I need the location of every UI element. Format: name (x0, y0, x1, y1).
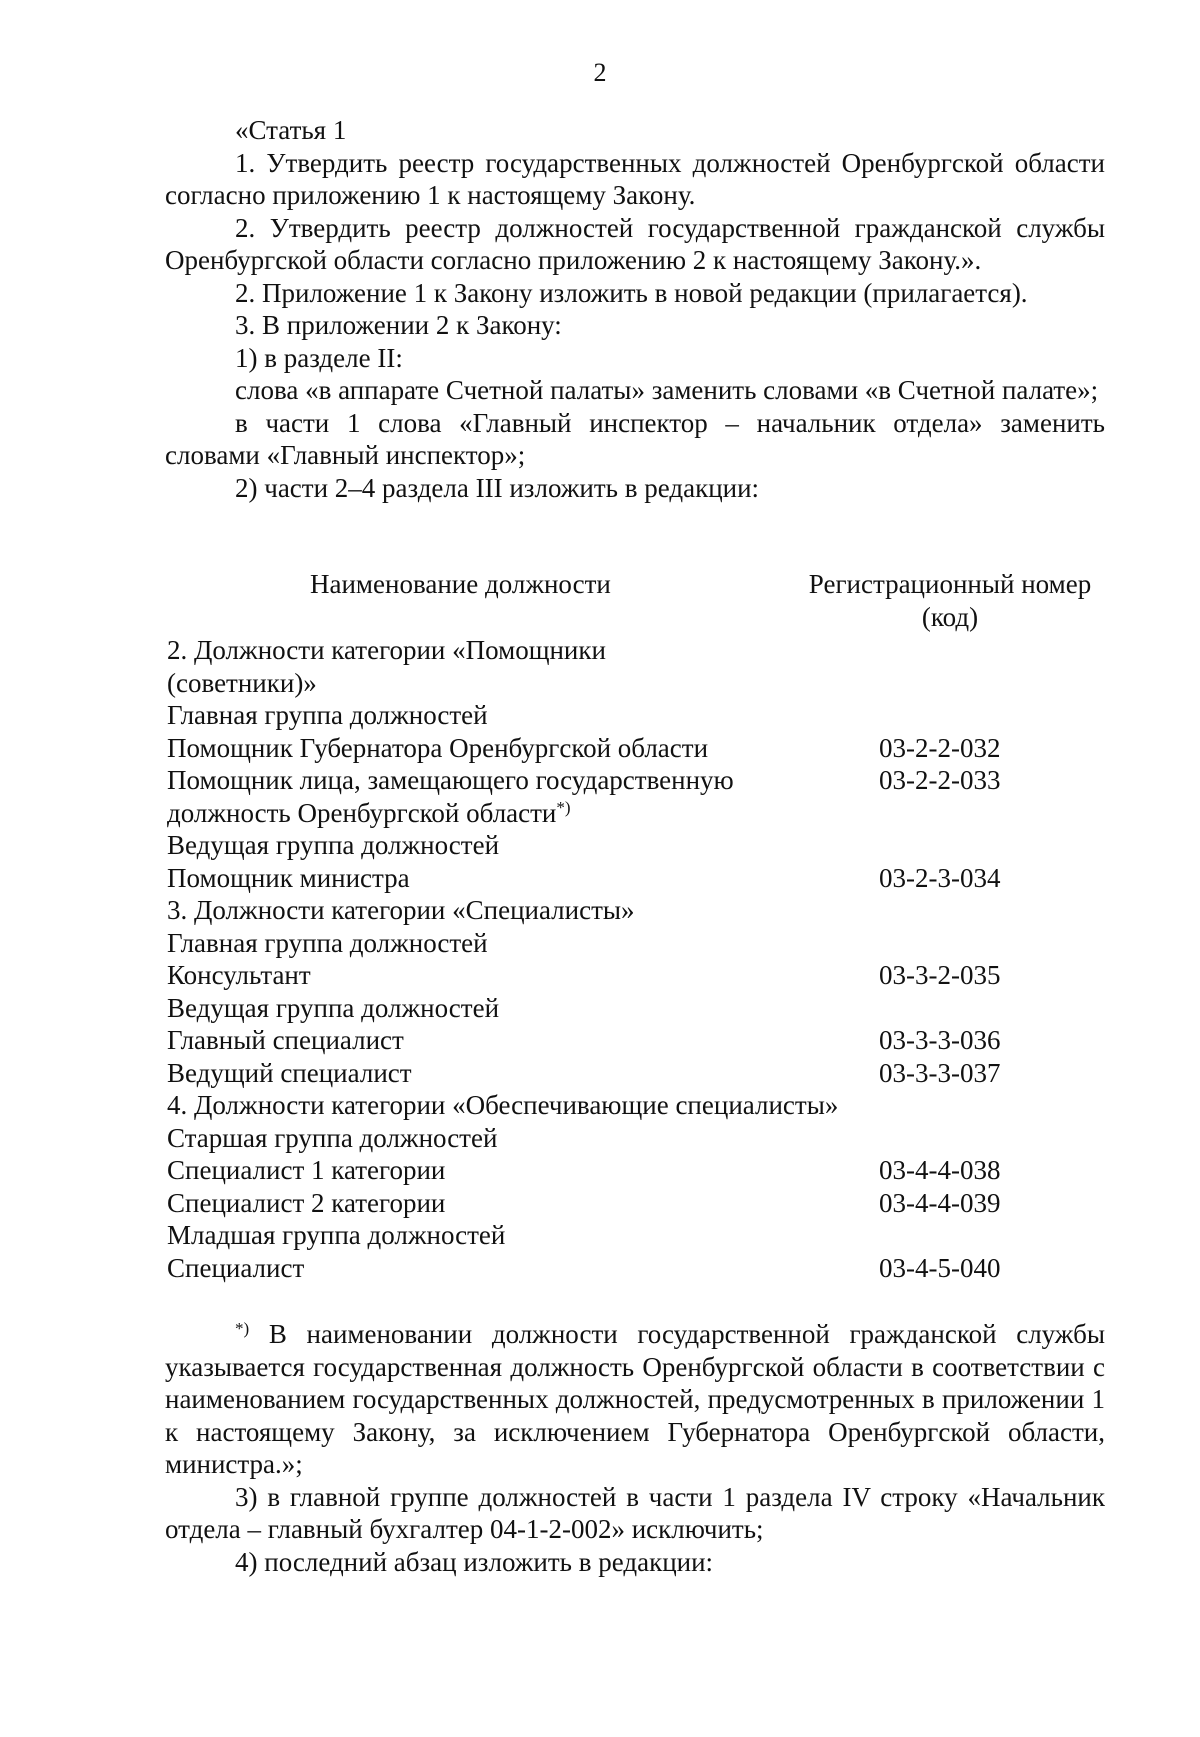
paragraph-item-2: 2. Утвердить реестр должностей государственной гражданской службы Оренбургской области согласно приложению 2 к настоящему Закону.». (165, 212, 1105, 275)
registration-code: 03-2-3-034 (879, 862, 1001, 893)
registration-code: 03-4-4-038 (879, 1155, 1001, 1185)
table-row (167, 992, 1107, 1025)
position-name-text: Специалист 1 категории (167, 1155, 446, 1185)
paragraph-words-replace: слова «в аппарате Счетной палаты» заменить словами «в Счетной палате»; (235, 375, 1099, 405)
table-row (167, 732, 1107, 765)
position-name (167, 699, 787, 732)
registration-code: 03-4-4-039 (879, 1187, 1001, 1218)
paragraph-section-3-intro: 2) части 2–4 раздела III изложить в редакции: (235, 472, 760, 503)
table-row (167, 959, 1107, 992)
position-name (167, 829, 787, 862)
registration-code: 03-2-2-032 (879, 732, 1001, 763)
position-name (167, 894, 787, 927)
table-row (167, 1057, 1107, 1090)
paragraph-part-1-replace: в части 1 слова «Главный инспектор – начальник отдела» заменить словами «Главный инспектор»; (165, 407, 1105, 470)
position-name-text: Младшая группа должностей (167, 1220, 506, 1250)
position-name-text: Главный специалист (167, 1025, 404, 1055)
position-name (167, 992, 787, 1025)
position-name (167, 1187, 787, 1220)
registration-code: 03-3-2-035 (879, 960, 1001, 990)
position-name-text: Помощник Губернатора Оренбургской области (167, 732, 709, 763)
position-name-text: Старшая группа должностей (167, 1122, 498, 1153)
position-name-text: Консультант (167, 960, 311, 990)
table-row (167, 764, 1107, 797)
footnote-paragraph (165, 1318, 1105, 1481)
table-row (167, 1187, 1107, 1220)
position-name (167, 797, 787, 830)
registration-code: 03-3-3-037 (879, 1057, 1001, 1088)
header-registration-code (790, 568, 1110, 633)
article-body (165, 114, 1105, 504)
position-name (167, 1057, 787, 1090)
paragraph-item-1: 1. Утвердить реестр государственных должностей Оренбургской области согласно приложению 1 к настоящему Закону. (165, 147, 1105, 210)
position-name-text: Специалист (167, 1252, 305, 1283)
registration-code: 03-3-3-036 (879, 1025, 1001, 1055)
table-row (167, 862, 1107, 895)
position-name-text: Ведущая группа должностей (167, 830, 500, 860)
paragraph-section-2: 1) в разделе II: (235, 342, 403, 373)
table-row (167, 1219, 1107, 1252)
table-row (167, 1089, 1107, 1122)
position-name (167, 862, 787, 895)
header-code-line-2: (код) (921, 601, 979, 632)
position-name (167, 1154, 787, 1187)
table-row (167, 1154, 1107, 1187)
paragraph-amendment-2: 2. Приложение 1 к Закону изложить в новой редакции (прилагается). (235, 277, 1028, 308)
page-number: 2 (593, 58, 607, 87)
footnote-marker: *) (235, 1319, 250, 1338)
table-row (167, 829, 1107, 862)
footnote-block (165, 1318, 1105, 1578)
position-name (167, 732, 787, 765)
position-name-text: Специалист 2 категории (167, 1187, 446, 1218)
position-name-text: 4. Должности категории «Обеспечивающие специалисты» (167, 1090, 839, 1120)
table-row (167, 699, 1107, 732)
position-name (167, 1252, 787, 1285)
position-name (167, 634, 787, 667)
registration-code: 03-4-5-040 (879, 1252, 1001, 1283)
paragraph-amendment-3: 3. В приложении 2 к Закону: (235, 310, 562, 340)
header-position-name: Наименование должности (310, 569, 611, 599)
registration-code: 03-2-2-033 (879, 765, 1001, 795)
position-name (167, 667, 787, 700)
position-name-text: Ведущий специалист (167, 1057, 412, 1088)
position-name-text: Помощник министра (167, 862, 410, 893)
table-row (167, 667, 1107, 700)
position-name (167, 1122, 787, 1155)
position-name (167, 1089, 927, 1122)
position-name-text: должность Оренбургской области (167, 797, 557, 828)
footnote-text: В наименовании должности государственной гражданской службы указывается государственная должность Оренбургской области в соответствии с наименованием государственных должностей, предусмотренных в приложении 1 к настоящему Закону, за исключением Губернатора Оренбургской области, министра.»; (165, 1319, 1105, 1479)
positions-table (167, 634, 1107, 1284)
table-row (167, 894, 1107, 927)
table-row (167, 797, 1107, 830)
table-row (167, 1252, 1107, 1285)
footnote-reference: *) (556, 797, 571, 817)
table-row (167, 1122, 1107, 1155)
position-name (167, 959, 787, 992)
position-name (167, 764, 787, 797)
paragraph-last-abzac: 4) последний абзац изложить в редакции: (235, 1546, 714, 1577)
position-name (167, 1024, 787, 1057)
table-row (167, 1024, 1107, 1057)
header-code-line-1: Регистрационный номер (808, 569, 1092, 599)
table-row (167, 634, 1107, 667)
position-name-text: 3. Должности категории «Специалисты» (167, 895, 635, 925)
position-name-text: 2. Должности категории «Помощники (167, 635, 606, 665)
paragraph-article-heading: «Статья 1 (235, 115, 347, 145)
position-name (167, 1219, 787, 1252)
position-name-text: Помощник лица, замещающего государственную (167, 765, 734, 795)
position-name-text: Ведущая группа должностей (167, 992, 500, 1023)
paragraph-section-4-amendment: 3) в главной группе должностей в части 1 раздела IV строку «Начальник отдела – главный бухгалтер 04-1-2-002» исключить; (165, 1481, 1105, 1544)
position-name-text: (советники)» (167, 667, 317, 698)
position-name-text: Главная группа должностей (167, 927, 488, 958)
position-name-text: Главная группа должностей (167, 700, 488, 730)
table-row (167, 927, 1107, 960)
position-name (167, 927, 787, 960)
